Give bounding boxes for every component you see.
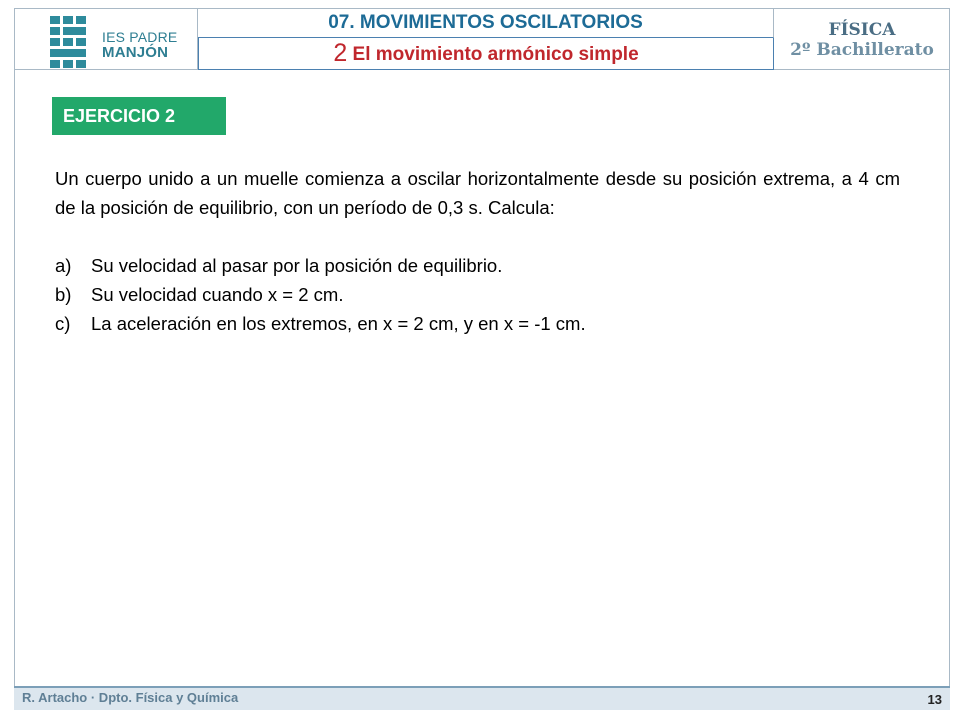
school-logo bbox=[14, 8, 198, 70]
logo-text bbox=[102, 30, 177, 60]
item-label: a) bbox=[55, 255, 72, 276]
chapter-title: 07. MOVIMIENTOS OSCILATORIOS bbox=[198, 8, 774, 38]
footer-author: R. Artacho · Dpto. Física y Química bbox=[22, 690, 239, 705]
footer-bar bbox=[14, 686, 950, 710]
exercise-items bbox=[55, 251, 900, 338]
item-label: c) bbox=[55, 313, 71, 334]
list-item bbox=[55, 309, 900, 338]
section-title bbox=[198, 38, 774, 70]
item-text: Su velocidad cuando x = 2 cm. bbox=[91, 284, 344, 305]
exercise-label: EJERCICIO 2 bbox=[52, 97, 226, 135]
list-item bbox=[55, 251, 900, 280]
item-label: b) bbox=[55, 284, 72, 305]
item-text: Su velocidad al pasar por la posición de equilibrio. bbox=[91, 255, 503, 276]
page-number: 13 bbox=[927, 692, 942, 707]
subject-name: FÍSICA bbox=[828, 20, 896, 40]
subject-box bbox=[774, 8, 950, 70]
item-text: La aceleración en los extremos, en x = 2 cm, y en x = -1 cm. bbox=[91, 313, 586, 334]
header-titles bbox=[198, 8, 774, 70]
logo-line-1: IES PADRE bbox=[102, 29, 178, 45]
section-name: El movimiento armónico simple bbox=[352, 44, 639, 65]
course-name: 2º Bachillerato bbox=[790, 40, 934, 60]
section-number: 2 bbox=[333, 39, 348, 67]
exercise-statement: Un cuerpo unido a un muelle comienza a oscilar horizontalmente desde su posición extrema, a 4 cm de la posición de equilibrio, con un período de 0,3 s. Calcula: bbox=[55, 168, 900, 218]
list-item bbox=[55, 280, 900, 309]
logo-line-2: MANJÓN bbox=[102, 44, 169, 61]
